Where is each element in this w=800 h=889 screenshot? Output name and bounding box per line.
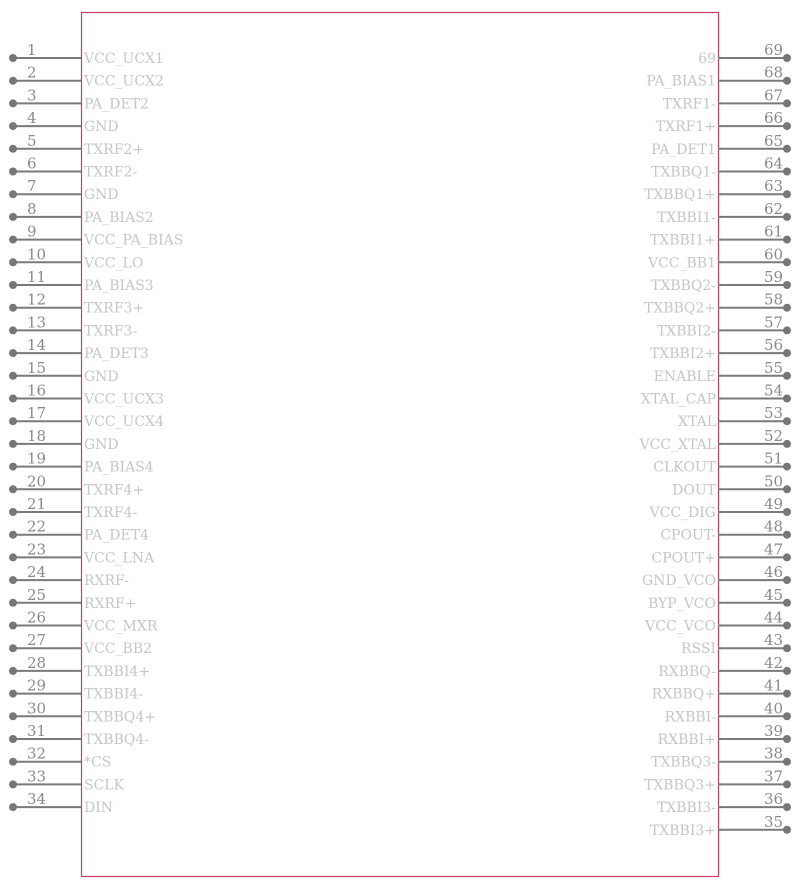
left-pin [9, 177, 119, 203]
pin-terminal-dot [9, 395, 17, 403]
pin-terminal-dot [9, 122, 17, 130]
pin-number: 62 [764, 199, 784, 218]
pin-number: 3 [27, 86, 37, 105]
pin-number: 51 [764, 449, 784, 468]
pin-number: 4 [27, 109, 37, 128]
pin-number: 27 [27, 631, 47, 650]
pin-name: CLKOUT [653, 459, 716, 476]
pin-terminal-dot [9, 77, 17, 85]
pin-name: TXRF2- [84, 164, 138, 181]
pin-number: 19 [27, 449, 47, 468]
pin-name: PA_DET1 [651, 141, 716, 158]
pin-terminal-dot [783, 463, 791, 471]
pin-terminal-dot [783, 712, 791, 720]
pin-terminal-dot [783, 780, 791, 788]
pin-terminal-dot [783, 213, 791, 221]
pin-name: XTAL [678, 414, 716, 431]
pin-name: GND_VCO [642, 573, 716, 590]
pin-name: RXBBI- [664, 709, 716, 726]
pin-terminal-dot [9, 622, 17, 630]
pin-number: 42 [764, 653, 784, 672]
pin-name: PA_BIAS1 [646, 73, 716, 90]
pin-terminal-dot [9, 440, 17, 448]
pin-terminal-dot [783, 258, 791, 266]
pin-number: 54 [764, 381, 784, 400]
pin-name: VCC_XTAL [639, 436, 716, 453]
pin-name: TXBBQ3+ [644, 777, 716, 794]
pin-terminal-dot [783, 349, 791, 357]
pin-name: BYP_VCO [647, 595, 716, 612]
pin-terminal-dot [783, 190, 791, 198]
pin-terminal-dot [783, 440, 791, 448]
pin-name: TXBBQ2- [651, 278, 716, 294]
pin-name: TXBBI4- [84, 686, 144, 703]
pin-terminal-dot [9, 485, 17, 493]
pin-name: VCC_LNA [84, 550, 155, 567]
pin-terminal-dot [783, 667, 791, 675]
pin-number: 23 [27, 540, 47, 559]
pin-name: VCC_BB2 [84, 641, 153, 658]
pin-name: RSSI [680, 641, 716, 658]
pin-number: 40 [764, 699, 784, 718]
pin-name: PA_DET2 [84, 96, 149, 113]
pin-number: 56 [764, 336, 784, 355]
pin-terminal-dot [9, 99, 17, 107]
pin-name: TXBBI2- [656, 323, 716, 340]
pin-terminal-dot [9, 667, 17, 675]
pin-number: 18 [27, 426, 47, 445]
pin-terminal-dot [783, 168, 791, 176]
pin-terminal-dot [783, 622, 791, 630]
pin-terminal-dot [783, 508, 791, 516]
pin-name: PA_BIAS3 [84, 278, 154, 294]
pin-terminal-dot [9, 599, 17, 607]
pin-name: TXBBI2+ [649, 346, 716, 363]
pin-terminal-dot [783, 690, 791, 698]
pin-number: 65 [764, 131, 784, 150]
right-pin [650, 813, 791, 839]
pin-terminal-dot [9, 168, 17, 176]
pin-number: 36 [764, 790, 784, 809]
pin-number: 15 [27, 358, 47, 377]
pin-name: TXBBQ4- [84, 732, 149, 748]
pin-name: TXBBQ1+ [644, 187, 716, 204]
pin-number: 58 [764, 290, 784, 309]
pin-name: RXRF- [84, 573, 129, 590]
pin-terminal-dot [783, 826, 791, 834]
pin-number: 6 [27, 154, 37, 173]
pin-terminal-dot [783, 304, 791, 312]
pin-number: 49 [764, 495, 784, 513]
pin-terminal-dot [9, 236, 17, 244]
pin-name: PA_BIAS2 [84, 209, 154, 226]
pin-name: TXBBI3- [656, 800, 716, 817]
pin-number: 1 [27, 41, 37, 59]
pin-name: VCC_PA_BIAS [84, 232, 184, 249]
pin-number: 39 [764, 722, 784, 740]
pin-number: 20 [27, 472, 47, 491]
pin-name: TXBBI1- [656, 209, 716, 226]
pin-number: 61 [764, 222, 784, 241]
pin-name: GND [84, 368, 119, 385]
pin-terminal-dot [783, 644, 791, 652]
pin-name: RXBBQ- [658, 663, 716, 680]
pin-number: 8 [27, 199, 37, 218]
pin-name: VCC_BB1 [647, 255, 716, 272]
pin-terminal-dot [783, 803, 791, 811]
pin-name: GND [84, 436, 119, 453]
pin-terminal-dot [9, 145, 17, 153]
pin-number: 68 [764, 63, 784, 82]
pin-name: TXRF4+ [84, 482, 145, 499]
pin-number: 16 [27, 381, 47, 400]
pin-number: 41 [764, 676, 784, 695]
pin-terminal-dot [9, 349, 17, 357]
pin-number: 59 [764, 268, 784, 286]
pin-terminal-dot [9, 735, 17, 743]
pin-number: 33 [27, 767, 47, 786]
pin-number: 17 [27, 404, 47, 423]
pin-name: RXRF+ [84, 595, 137, 612]
pin-name: GND [84, 187, 119, 204]
left-pin [9, 427, 119, 453]
pin-terminal-dot [783, 54, 791, 62]
pin-number: 28 [27, 653, 47, 672]
pin-name: PA_DET3 [84, 346, 149, 363]
pin-number: 9 [27, 222, 37, 241]
pin-name: DOUT [672, 482, 716, 499]
pin-number: 67 [764, 86, 784, 105]
pin-number: 14 [27, 336, 47, 355]
pin-name: TXBBI1+ [649, 232, 716, 249]
pin-name: TXRF1+ [655, 119, 716, 136]
pin-number: 31 [27, 722, 47, 740]
pin-number: 60 [764, 245, 784, 264]
pin-number: 26 [27, 608, 47, 627]
ic-body-outline [82, 13, 719, 877]
pin-terminal-dot [9, 372, 17, 380]
pin-terminal-dot [783, 281, 791, 289]
pin-number: 69 [764, 41, 784, 59]
pin-number: 22 [27, 517, 47, 536]
pin-number: 47 [764, 540, 784, 559]
pin-number: 63 [764, 177, 784, 196]
pin-terminal-dot [783, 576, 791, 584]
pin-terminal-dot [9, 644, 17, 652]
pin-number: 30 [27, 699, 47, 718]
pin-number: 57 [764, 313, 784, 332]
pin-number: 64 [764, 154, 784, 173]
left-pin [9, 359, 119, 385]
pin-number: 12 [27, 290, 47, 309]
pin-terminal-dot [9, 803, 17, 811]
pin-terminal-dot [783, 122, 791, 130]
pin-terminal-dot [783, 372, 791, 380]
left-pin [9, 745, 111, 771]
pin-terminal-dot [9, 508, 17, 516]
pin-number: 46 [764, 563, 784, 582]
pin-number: 52 [764, 426, 784, 445]
pin-terminal-dot [9, 281, 17, 289]
pin-number: 34 [27, 790, 47, 809]
pin-number: 10 [27, 245, 47, 264]
pin-name: VCC_UCX3 [84, 391, 164, 408]
pin-name: TXBBI4+ [84, 663, 151, 680]
pin-number: 24 [27, 563, 47, 582]
pin-name: TXBBQ1- [651, 164, 716, 181]
pin-terminal-dot [9, 190, 17, 198]
left-pin [9, 109, 119, 135]
pin-name: VCC_MXR [84, 618, 158, 635]
pin-number: 45 [764, 585, 784, 604]
pin-name: RXBBI+ [657, 732, 716, 748]
pin-name: TXBBQ4+ [84, 709, 156, 726]
pin-name: VCC_UCX1 [84, 51, 164, 67]
pin-name: VCC_DIG [649, 505, 716, 521]
pin-terminal-dot [783, 531, 791, 539]
pin-name: TXRF1- [662, 96, 716, 113]
pin-terminal-dot [9, 758, 17, 766]
pin-name: TXBBI3+ [649, 822, 716, 839]
pin-number: 50 [764, 472, 784, 491]
pin-name: TXRF3- [84, 323, 138, 340]
pin-name: VCC_LO [84, 255, 144, 272]
pin-terminal-dot [9, 213, 17, 221]
pin-number: 43 [764, 631, 784, 650]
pin-terminal-dot [9, 553, 17, 561]
pin-terminal-dot [783, 99, 791, 107]
pin-name: VCC_UCX2 [84, 73, 164, 90]
pin-number: 44 [764, 608, 784, 627]
pin-name: CPOUT- [660, 527, 716, 544]
pin-terminal-dot [9, 576, 17, 584]
pin-number: 5 [27, 131, 37, 150]
pin-number: 55 [764, 358, 784, 377]
pin-number: 35 [764, 812, 784, 831]
pin-terminal-dot [783, 735, 791, 743]
pin-terminal-dot [783, 485, 791, 493]
pin-name: SCLK [84, 777, 125, 794]
pin-name: TXBBQ3- [651, 754, 716, 771]
pin-number: 2 [27, 63, 37, 82]
pin-name: *CS [84, 754, 112, 771]
pin-terminal-dot [783, 599, 791, 607]
pin-terminal-dot [9, 531, 17, 539]
pin-terminal-dot [9, 417, 17, 425]
pin-number: 37 [764, 767, 784, 786]
pin-terminal-dot [9, 780, 17, 788]
pin-name: TXRF4- [84, 505, 138, 521]
pin-terminal-dot [783, 553, 791, 561]
pin-number: 32 [27, 744, 47, 763]
pin-name: VCC_UCX4 [84, 414, 164, 431]
pin-terminal-dot [9, 304, 17, 312]
pin-name: 69 [698, 51, 716, 67]
pin-name: ENABLE [653, 368, 716, 385]
pin-terminal-dot [9, 690, 17, 698]
pin-terminal-dot [9, 712, 17, 720]
pin-number: 66 [764, 109, 784, 128]
pin-name: DIN [84, 800, 114, 817]
pin-terminal-dot [783, 145, 791, 153]
left-pin-group [9, 41, 183, 816]
pin-name: PA_DET4 [84, 527, 149, 544]
pin-terminal-dot [783, 395, 791, 403]
pin-number: 21 [27, 495, 47, 513]
pin-number: 11 [27, 268, 47, 286]
pin-name: CPOUT+ [651, 550, 716, 567]
pin-terminal-dot [9, 54, 17, 62]
pin-terminal-dot [9, 463, 17, 471]
pin-number: 48 [764, 517, 784, 536]
left-pin [9, 790, 113, 816]
pin-number: 38 [764, 744, 784, 763]
pin-number: 25 [27, 585, 47, 604]
pin-terminal-dot [783, 77, 791, 85]
pin-name: VCC_VCO [645, 618, 716, 635]
pin-name: GND [84, 119, 119, 136]
pin-terminal-dot [9, 258, 17, 266]
pin-terminal-dot [783, 758, 791, 766]
pin-number: 29 [27, 676, 47, 695]
pin-number: 13 [27, 313, 47, 332]
pin-name: TXRF2+ [84, 141, 145, 158]
pin-name: RXBBQ+ [651, 686, 716, 703]
pin-terminal-dot [9, 326, 17, 334]
pin-terminal-dot [783, 417, 791, 425]
pin-number: 53 [764, 404, 784, 423]
pin-number: 7 [27, 177, 37, 196]
pin-name: PA_BIAS4 [84, 459, 154, 476]
pin-terminal-dot [783, 236, 791, 244]
pin-name: TXRF3+ [84, 300, 145, 317]
right-pin-group [639, 41, 791, 839]
pin-terminal-dot [783, 326, 791, 334]
pin-name: TXBBQ2+ [644, 300, 716, 317]
pin-name: XTAL_CAP [640, 391, 716, 408]
